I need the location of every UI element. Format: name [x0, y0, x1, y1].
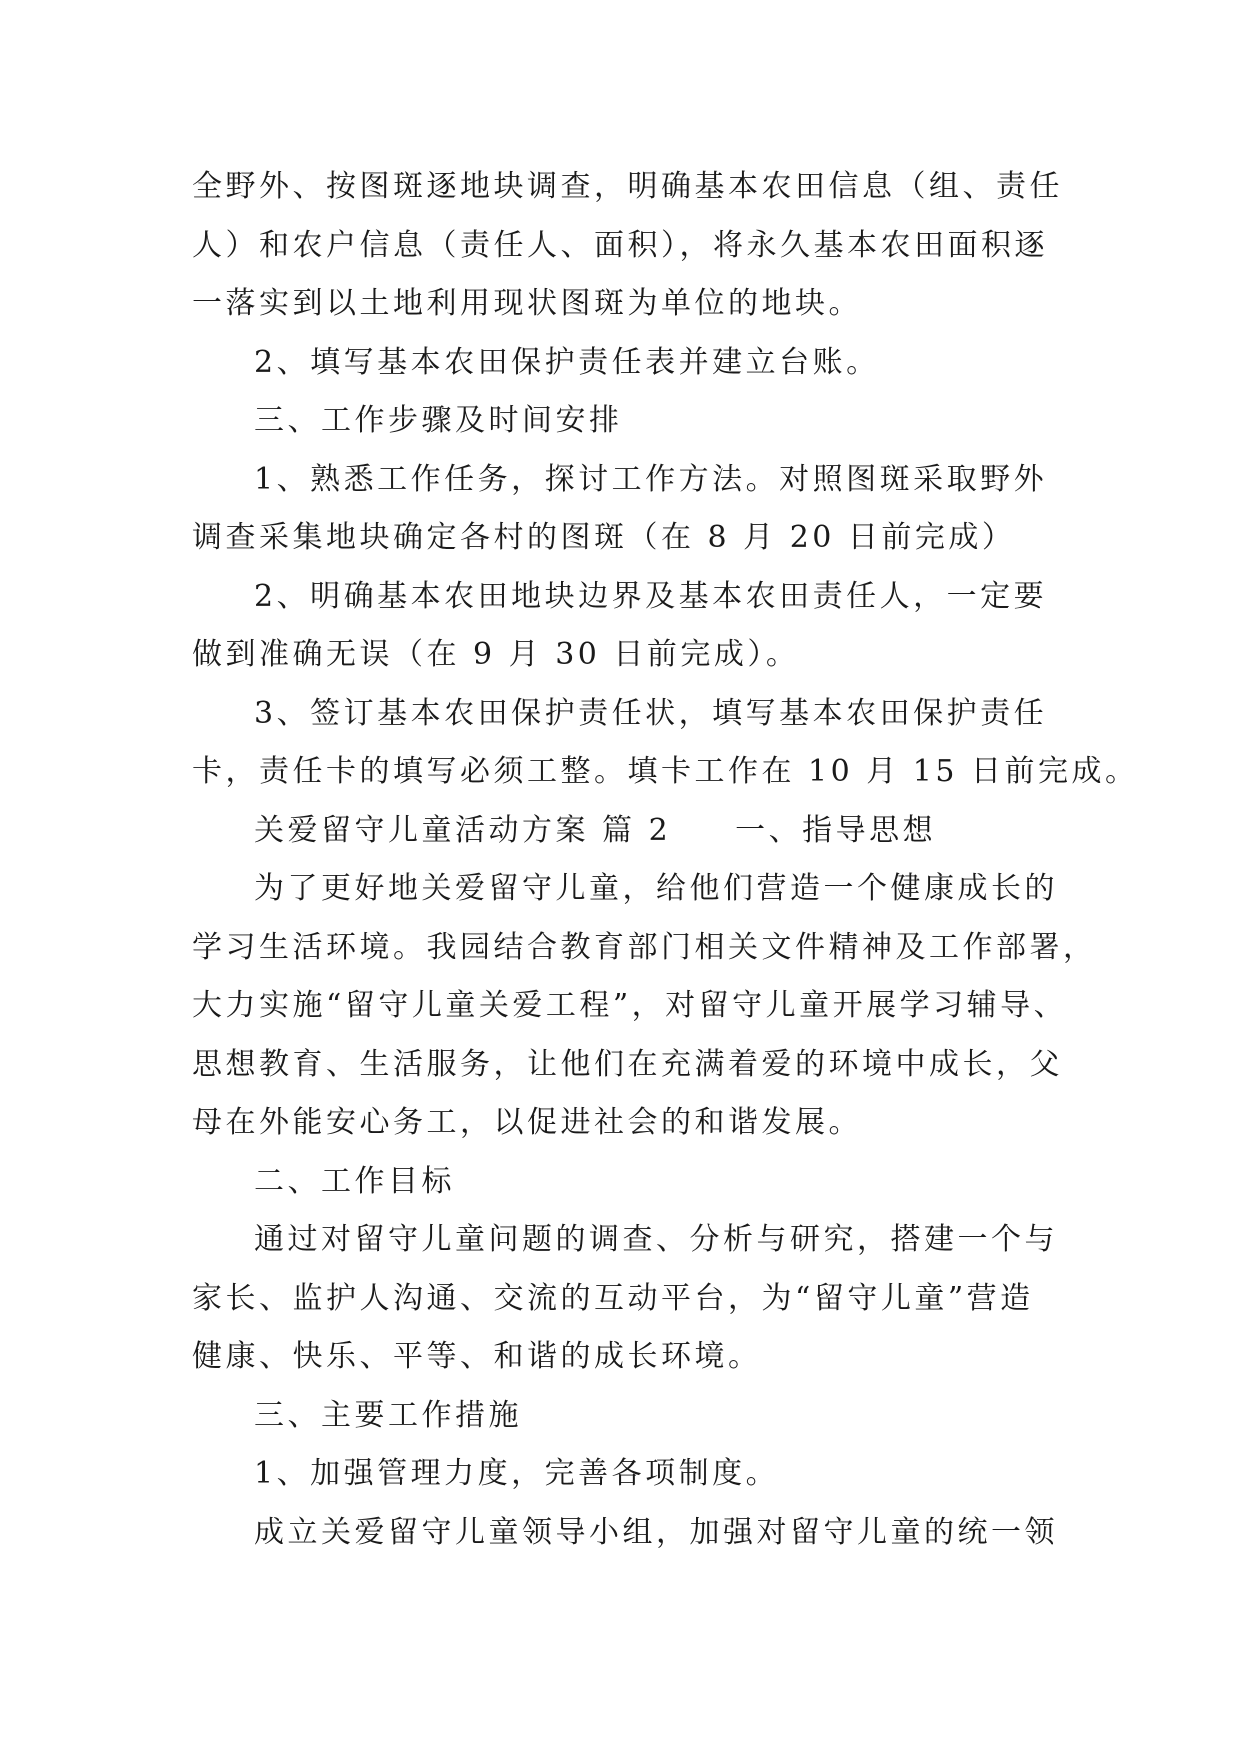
section-heading: 一、指导思想: [735, 812, 937, 848]
text-line-content: 全野外、按图斑逐地块调查，明确基本农田信息（组、责任: [192, 169, 1063, 204]
text-line-content: 学习生活环境。我园结合教育部门相关文件精神及工作部署，: [192, 929, 1097, 965]
text-line-content: 三、工作步骤及时间安排: [254, 403, 623, 438]
text-line-content: 人）和农户信息（责任人、面积），将永久基本农田面积逐: [192, 227, 1048, 263]
text-line-content: 成立关爱留守儿童领导小组，加强对留守儿童的统一领: [254, 1514, 1058, 1550]
text-line-content: 大力实施“留守儿童关爱工程”，对留守儿童开展学习辅导、: [192, 988, 1068, 1023]
text-line-content: 关爱留守儿童活动方案 篇 2: [254, 812, 672, 848]
text-line-content: 三、主要工作措施: [254, 1397, 522, 1433]
text-line: [192, 1036, 1062, 1095]
text-line-content: 1、熟悉工作任务，探讨工作方法。对照图斑采取野外: [254, 461, 1048, 497]
text-line: [192, 802, 1062, 861]
text-line: [192, 1270, 1062, 1329]
text-line: [192, 568, 1062, 627]
text-line-content: 2、填写基本农田保护责任表并建立台账。: [254, 344, 880, 380]
text-line: [192, 451, 1062, 510]
text-line-content: 母在外能安心务工，以促进社会的和谐发展。: [192, 1105, 862, 1140]
text-line: [192, 158, 1062, 217]
document-body: [192, 158, 1139, 1562]
text-line: [192, 392, 1062, 451]
text-line-content: 二、工作目标: [254, 1163, 455, 1199]
text-line: [192, 217, 1062, 276]
text-line-content: 家长、监护人沟通、交流的互动平台，为“留守儿童”营造: [192, 1280, 1034, 1316]
text-line: [192, 919, 1097, 978]
text-line-content: 为了更好地关爱留守儿童，给他们营造一个健康成长的: [254, 871, 1058, 906]
text-line: [192, 1387, 1062, 1446]
text-line: [192, 743, 1139, 802]
text-line-content: 3、签订基本农田保护责任状，填写基本农田保护责任: [254, 695, 1048, 731]
text-line-content: 2、明确基本农田地块边界及基本农田责任人，一定要: [254, 578, 1048, 614]
text-line: [192, 509, 1062, 568]
text-line: [192, 334, 1062, 393]
text-line: [192, 1211, 1062, 1270]
text-line-content: 思想教育、生活服务，让他们在充满着爱的环境中成长，父: [192, 1046, 1063, 1082]
text-line-content: 一落实到以土地利用现状图斑为单位的地块。: [192, 286, 862, 321]
text-line: [192, 1094, 1062, 1153]
text-line: [192, 275, 1062, 334]
text-line-content: 通过对留守儿童问题的调查、分析与研究，搭建一个与: [254, 1222, 1058, 1257]
text-line: [192, 1153, 1062, 1212]
text-line-content: 健康、快乐、平等、和谐的成长环境。: [192, 1339, 762, 1374]
text-line: [192, 1445, 1062, 1504]
text-line-content: 做到准确无误（在 9 月 30 日前完成）。: [192, 637, 800, 672]
text-line: [192, 860, 1062, 919]
text-line-content: 1、加强管理力度，完善各项制度。: [254, 1456, 780, 1491]
text-line: [192, 1504, 1062, 1563]
text-line: [192, 685, 1062, 744]
text-line: [192, 1328, 1062, 1387]
text-line-content: 调查采集地块确定各村的图斑（在 8 月 20 日前完成）: [192, 520, 1016, 555]
text-line: [192, 977, 1068, 1036]
text-line-content: 卡，责任卡的填写必须工整。填卡工作在 10 月 15 日前完成。: [192, 754, 1139, 789]
text-line: [192, 626, 1062, 685]
